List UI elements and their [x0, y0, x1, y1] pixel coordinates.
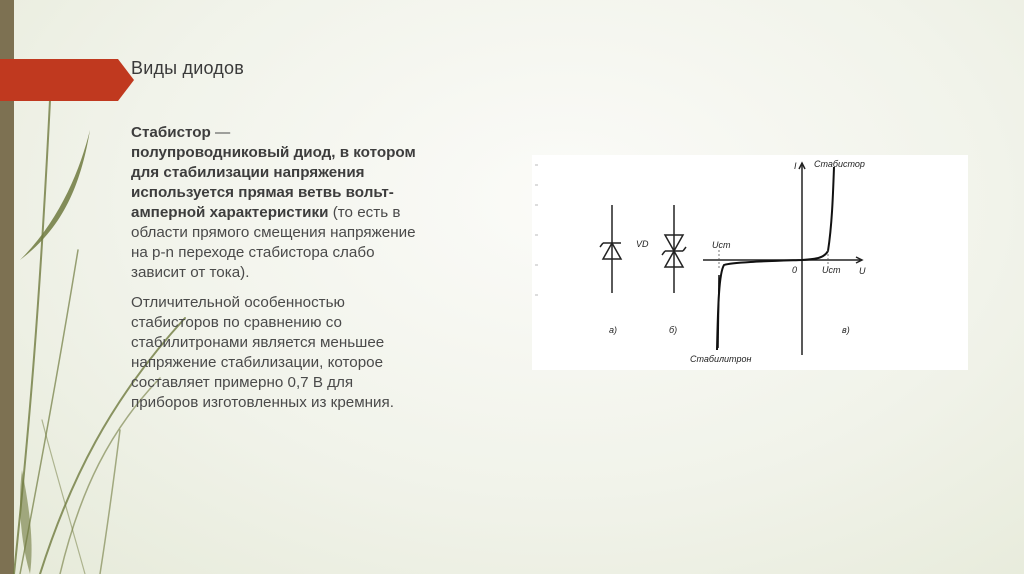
paragraph-feature: Отличительной особенностью стабисторов по сравнению со стабилитронами является меньшее напряжение стабилизации, которое составляет примерно 0,7 В для приборов изготовленных из кремния.: [131, 294, 394, 411]
diode-diagram: [532, 155, 968, 370]
curve-stabistor-label: Стабистор: [814, 159, 865, 169]
label-vd: VD: [636, 239, 649, 249]
definition-rest: (то есть в области прямого смещения напряжение на p-n переходе стабистора слабо зависит от тока).: [131, 204, 416, 281]
label-b: б): [669, 325, 678, 335]
iv-curve: [717, 167, 834, 350]
paragraph-stabistor-definition: [131, 123, 421, 283]
term-stabistor: Стабистор: [131, 124, 211, 141]
slide-body: [131, 123, 421, 423]
u-st-right-label: Uст: [822, 265, 841, 275]
diode-symbol-b: [662, 205, 686, 293]
scan-edge-marks: [535, 165, 538, 295]
term-dash: —: [210, 124, 231, 141]
diode-symbol-a: [600, 205, 621, 293]
label-a: а): [609, 325, 618, 335]
slide-title: Виды диодов: [131, 58, 244, 78]
curve-stabilitron-label: Стабилитрон: [690, 354, 752, 364]
axis-i-label: I: [794, 161, 797, 171]
axis-u-label: U: [859, 266, 866, 276]
u-st-left-label: Uст: [712, 240, 731, 250]
label-v: в): [842, 325, 850, 335]
origin-label: 0: [792, 265, 798, 275]
definition-bold: полупроводниковый диод, в котором для стабилизации напряжения используется прямая ветвь вольт-амперной характеристики: [131, 144, 416, 221]
title-ribbon: [0, 59, 118, 101]
iv-axes: [703, 163, 862, 355]
